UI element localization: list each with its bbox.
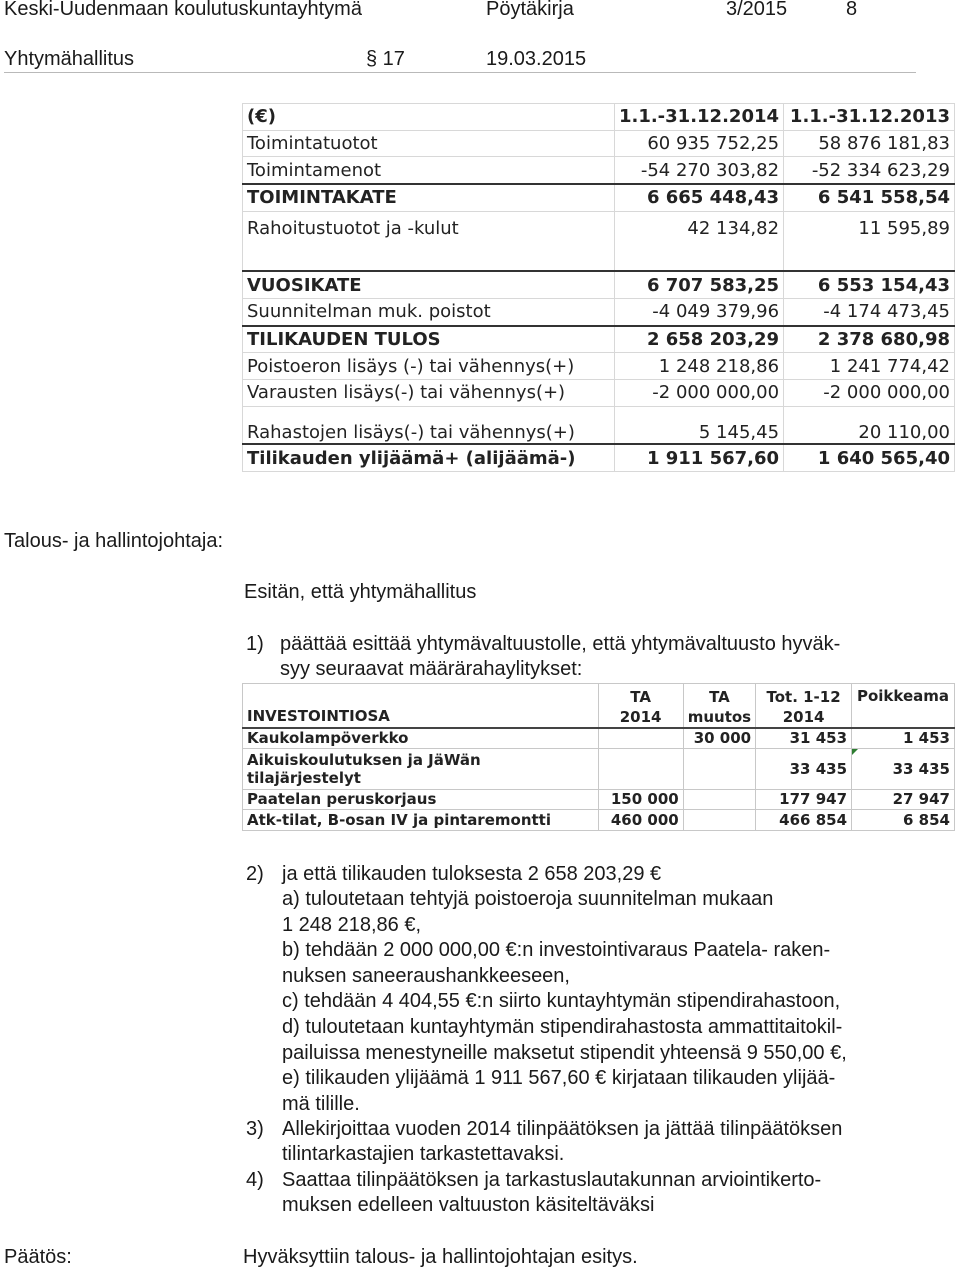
table-row <box>243 326 955 353</box>
ta-header-line1: TA <box>630 687 651 706</box>
investment-change: 30 000 <box>683 728 755 749</box>
investment-ta: 150 000 <box>598 789 683 810</box>
item1-line2: syy seuraavat määrärahaylitykset: <box>280 658 583 680</box>
value-2014: -2 000 000,00 <box>614 380 783 407</box>
item3-number: 3) <box>246 1118 264 1140</box>
investment-deviation-value: 33 435 <box>892 759 950 778</box>
item2-line: pailuissa menestyneille maksetut stipendit yhteensä 9 550,00 €, <box>282 1041 847 1064</box>
decision-label: Päätös: <box>4 1246 72 1268</box>
year-2013-header: 1.1.-31.12.2013 <box>784 104 955 131</box>
value-2013: 20 110,00 <box>784 406 955 444</box>
investment-name: Atk-tilat, B-osan IV ja pintaremontti <box>243 810 599 831</box>
item2-line: e) tilikauden ylijäämä 1 911 567,60 € kirjataan tilikauden ylijää- <box>282 1067 836 1090</box>
investment-table <box>242 683 955 831</box>
value-2014: 60 935 752,25 <box>614 130 783 157</box>
value-2013: 1 640 565,40 <box>784 444 955 471</box>
table-row <box>243 789 955 810</box>
row-label: Rahastojen lisäys(-) tai vähennys(+) <box>243 406 615 444</box>
row-label: Rahoitustuotot ja -kulut <box>243 211 615 271</box>
item2-line: nuksen saneeraushankkeeseen, <box>282 964 570 987</box>
row-label: Varausten lisäys(-) tai vähennys(+) <box>243 380 615 407</box>
table-row <box>243 353 955 380</box>
ta-change-header <box>683 684 755 728</box>
investment-deviation <box>852 749 955 789</box>
ta-change-header-line1: TA <box>709 687 730 706</box>
table-row <box>243 406 955 444</box>
table-row <box>243 211 955 271</box>
presenter-label: Talous- ja hallintojohtaja: <box>4 530 224 552</box>
table-row <box>243 184 955 211</box>
investment-deviation: 27 947 <box>852 789 955 810</box>
item3-line2: tilintarkastajien tarkastettavaksi. <box>282 1143 565 1165</box>
investment-header-row <box>243 684 955 728</box>
table-row <box>243 157 955 184</box>
table-row <box>243 444 955 471</box>
year-2014-header: 1.1.-31.12.2014 <box>614 104 783 131</box>
value-2014: 1 911 567,60 <box>614 444 783 471</box>
page-number: 8 <box>846 0 858 20</box>
investment-name: Aikuiskoulutuksen ja JäWän tilajärjestelyt <box>243 749 599 789</box>
total-header-line1: Tot. 1-12 <box>766 687 841 706</box>
item4-line2: muksen edelleen valtuuston käsiteltäväksi <box>282 1194 655 1216</box>
value-2013: 6 553 154,43 <box>784 271 955 298</box>
value-2013: -2 000 000,00 <box>784 380 955 407</box>
value-2013: 2 378 680,98 <box>784 326 955 353</box>
item2-line: 1 248 218,86 €, <box>282 913 422 936</box>
table-row <box>243 810 955 831</box>
row-label: Suunnitelman muk. poistot <box>243 298 615 325</box>
item2-body <box>282 887 847 1117</box>
doc-type: Pöytäkirja <box>486 0 574 20</box>
investment-ta <box>598 728 683 749</box>
item2-number: 2) <box>246 863 264 885</box>
value-2013: 11 595,89 <box>784 211 955 271</box>
financial-header-row <box>243 104 955 131</box>
row-label: Poistoeron lisäys (-) tai vähennys(+) <box>243 353 615 380</box>
item3-line1: Allekirjoittaa vuoden 2014 tilinpäätöksen ja jättää tilinpäätöksen <box>282 1118 843 1140</box>
value-2013: 1 241 774,42 <box>784 353 955 380</box>
row-label: Tilikauden ylijäämä+ (alijäämä-) <box>243 444 615 471</box>
item1-number: 1) <box>246 633 264 655</box>
org-name: Keski-Uudenmaan koulutuskuntayhtymä <box>4 0 362 20</box>
table-row <box>243 380 955 407</box>
table-row <box>243 298 955 325</box>
item2-line: b) tehdään 2 000 000,00 €:n investointivaraus Paatela- raken- <box>282 939 831 962</box>
table-row <box>243 271 955 298</box>
section-number: § 17 <box>366 48 405 70</box>
meeting-date: 19.03.2015 <box>486 48 587 70</box>
table-row <box>243 749 955 789</box>
investment-total: 31 453 <box>756 728 852 749</box>
value-2013: -4 174 473,45 <box>784 298 955 325</box>
investment-ta: 460 000 <box>598 810 683 831</box>
value-2014: 1 248 218,86 <box>614 353 783 380</box>
value-2013: 6 541 558,54 <box>784 184 955 211</box>
value-2013: -52 334 623,29 <box>784 157 955 184</box>
item1-line1: päättää esittää yhtymävaltuustolle, että yhtymävaltuusto hyväk- <box>280 633 841 655</box>
row-label: Toimintatuotot <box>243 130 615 157</box>
item2-line: mä tilille. <box>282 1092 360 1115</box>
investment-ta <box>598 749 683 789</box>
investment-name: Kaukolampöverkko <box>243 728 599 749</box>
item2-line: d) tuloutetaan kuntayhtymän stipendirahastosta ammattitaitokil- <box>282 1015 843 1038</box>
row-label: VUOSIKATE <box>243 271 615 298</box>
decision-text: Hyväksyttiin talous- ja hallintojohtajan esitys. <box>243 1246 638 1268</box>
value-2014: 6 665 448,43 <box>614 184 783 211</box>
ta-header <box>598 684 683 728</box>
financial-table <box>242 103 955 472</box>
row-label: TILIKAUDEN TULOS <box>243 326 615 353</box>
header-rule <box>4 72 916 73</box>
deviation-header: Poikkeama <box>852 684 955 728</box>
investment-change <box>683 810 755 831</box>
table-row <box>243 130 955 157</box>
investment-name-header: INVESTOINTIOSA <box>243 684 599 728</box>
investment-deviation: 6 854 <box>852 810 955 831</box>
value-2014: 2 658 203,29 <box>614 326 783 353</box>
value-2014: 42 134,82 <box>614 211 783 271</box>
item2-line: c) tehdään 4 404,55 €:n siirto kuntayhtymän stipendirahastoon, <box>282 990 841 1013</box>
item4-number: 4) <box>246 1169 264 1191</box>
investment-change <box>683 789 755 810</box>
investment-name: Paatelan peruskorjaus <box>243 789 599 810</box>
value-2014: -4 049 379,96 <box>614 298 783 325</box>
item2-head: ja että tilikauden tuloksesta 2 658 203,29 € <box>282 863 662 885</box>
table-row <box>243 728 955 749</box>
investment-deviation: 1 453 <box>852 728 955 749</box>
investment-total: 466 854 <box>756 810 852 831</box>
investment-total: 33 435 <box>756 749 852 789</box>
intro-text: Esitän, että yhtymähallitus <box>244 581 477 603</box>
value-2014: -54 270 303,82 <box>614 157 783 184</box>
cell-comment-marker <box>852 749 858 755</box>
total-header <box>756 684 852 728</box>
doc-number: 3/2015 <box>726 0 788 20</box>
body-name: Yhtymähallitus <box>4 48 135 70</box>
value-2014: 5 145,45 <box>614 406 783 444</box>
ta-change-header-line2: muutos <box>687 707 752 726</box>
investment-change <box>683 749 755 789</box>
ta-header-line2: 2014 <box>619 707 662 726</box>
value-2013: 58 876 181,83 <box>784 130 955 157</box>
item4-line1: Saattaa tilinpäätöksen ja tarkastuslautakunnan arviointikerto- <box>282 1169 822 1191</box>
value-2014: 6 707 583,25 <box>614 271 783 298</box>
currency-header: (€) <box>243 104 615 131</box>
total-header-line2: 2014 <box>782 707 825 726</box>
row-label: TOIMINTAKATE <box>243 184 615 211</box>
row-label: Toimintamenot <box>243 157 615 184</box>
item2-line: a) tuloutetaan tehtyjä poistoeroja suunnitelman mukaan <box>282 888 774 910</box>
investment-total: 177 947 <box>756 789 852 810</box>
